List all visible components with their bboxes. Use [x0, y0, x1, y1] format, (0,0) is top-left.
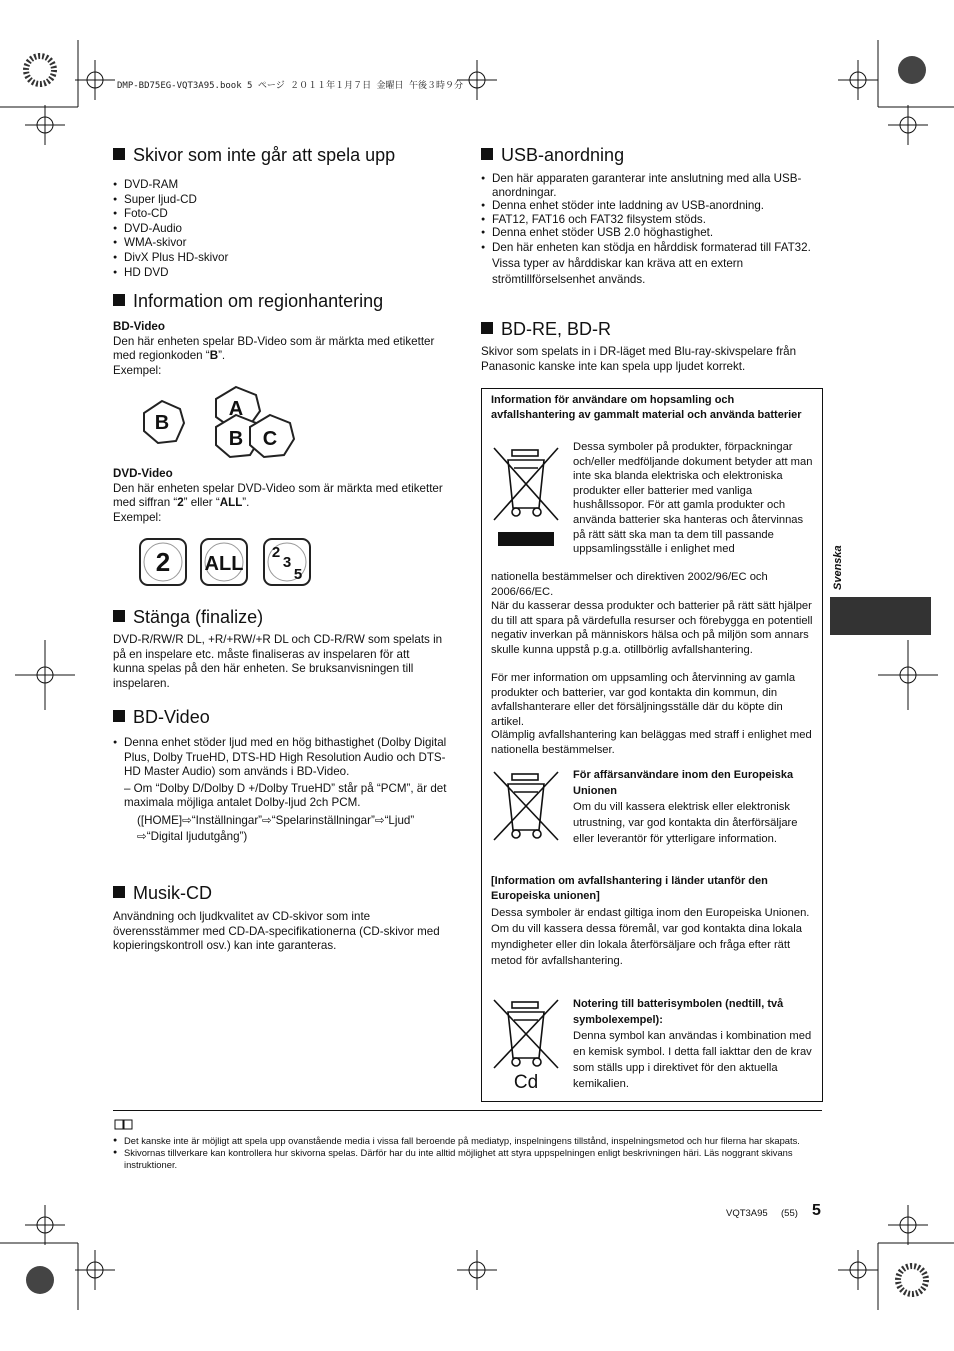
svg-text:B: B — [228, 428, 244, 450]
svg-text:ALL: ALL — [204, 553, 244, 575]
disposal-p2: När du kasserar dessa produkter och batterier på rätt sätt hjälper du till att spara på värdefulla resurser och förebygga en potentiell negativ inverkan på människors hälsa och på miljön som annars skulle kunna uppstå p.g.a. otillbörlig avfallshantering. — [491, 600, 813, 656]
dvd-region-icons — [138, 537, 314, 587]
footer-code: VQT3A95 — [726, 1208, 768, 1219]
bd-video-section — [113, 707, 448, 845]
bdre-section — [481, 319, 816, 374]
finalize-text: DVD-R/RW/R DL, +R/+RW/+R DL och CD-R/RW som spelats in på en inspelare etc. måste finaliseras av inspelaren för att kunna spelas på den här enheten. Se bruksanvisningen till inspelaren. — [113, 633, 443, 690]
list-item: ● Denna enhet stöder ljud med en hög bithastighet (Dolby Digital Plus, Dolby TrueHD, DTS-HD High Resolution Audio och DTS-HD Master Audio) som används i BD-Video. — [113, 736, 448, 780]
list-item: ● DivX Plus HD-skivor — [113, 251, 453, 266]
section-title-usb: USB-anordning — [481, 145, 811, 166]
bd-video-dash-b: ([HOME]⇨“Inställningar”⇨“Spelarinställningar”⇨“Ljud” ⇨“Digital ljudutgång”) — [137, 813, 415, 843]
side-tab-label-wrap — [832, 540, 848, 596]
svg-text:2: 2 — [271, 544, 281, 561]
square-bullet-icon — [481, 148, 493, 160]
crossed-bin-icon — [490, 442, 562, 552]
music-cd-section — [113, 883, 453, 954]
book-note-icon — [114, 1118, 134, 1130]
finalize-section — [113, 607, 443, 691]
battery-bin-icon — [490, 996, 562, 1094]
region-section — [113, 291, 453, 378]
square-bullet-icon — [113, 710, 125, 722]
disposal-heading: Information för användare om hopsamling och avfallshantering av gammalt material och använda batterier — [491, 394, 802, 421]
battery-heading: Notering till batterisymbolen (nedtill, två symbolexempel): — [573, 998, 784, 1026]
svg-text:3: 3 — [282, 554, 292, 571]
disposal-p1-cont: nationella bestämmelser och direktiven 2002/96/EC och 2006/66/EC. — [491, 571, 768, 598]
bd-example-label: Exempel: — [113, 363, 162, 377]
side-tab-block — [830, 597, 931, 635]
bd-region-icons — [140, 385, 295, 465]
notes-divider — [113, 1110, 822, 1111]
bd-video-dash-a: – Om “Dolby D/Dolby D +/Dolby TrueHD” står på “PCM”, är det maximala möjliga antalet Dolby-ljud 2ch PCM. — [124, 781, 447, 810]
list-item: ● DVD-RAM — [113, 178, 453, 193]
section-title-finalize: Stänga (finalize) — [113, 607, 443, 628]
disposal-p3: För mer information om uppsamling och återvinning av gamla produkter och batterier, var god kontakta din kommun, din avfallshanterare eller det försäljningsställe där du köpte din artikel. — [491, 672, 796, 728]
bd-video-list — [113, 736, 448, 780]
section-title-region: Information om regionhantering — [113, 291, 453, 312]
music-cd-text: Användning och ljudkvalitet av CD-skivor som inte överensstämmer med CD-DA-specifikationerna (CD-skivor med kopieringskontroll osv.) kan inte garanteras. — [113, 910, 440, 953]
outside-eu-heading: [Information om avfallshantering i länder utanför den Europeiska unionen] — [491, 875, 768, 902]
list-item: ● WMA-skivor — [113, 236, 453, 251]
left-column — [113, 145, 453, 280]
dvd-video-text: Den här enheten spelar DVD-Video som är märkta med etiketter med siffran “2” eller “ALL”. — [113, 481, 443, 510]
section-title-bd-video: BD-Video — [113, 707, 448, 728]
bd-video-text: Den här enheten spelar BD-Video som är märkta med etiketter med regionkoden “B”. — [113, 334, 435, 363]
bd-video-label: BD-Video — [113, 320, 165, 333]
section-title-unplayable: Skivor som inte går att spela upp — [113, 145, 453, 166]
note-item: ● Skivornas tillverkare kan kontrollera hur skivorna spelas. Därför har du inte alltid möjlighet att styra uppspelningen enligt beskrivningen häri. Läs noggrant skivans instruktioner. — [113, 1147, 818, 1171]
square-bullet-icon — [113, 886, 125, 898]
unplayable-list — [113, 178, 453, 280]
dvd-video-label: DVD-Video — [113, 467, 173, 480]
business-heading: För affärsanvändare inom den Europeiska Unionen — [573, 769, 794, 797]
svg-text:B: B — [154, 412, 170, 434]
dvd-region-text — [113, 467, 453, 525]
print-header: DMP-BD75EG-VQT3A95.book 5 ページ ２０１１年１月７日 金曜日 午後３時９分 — [117, 81, 463, 91]
bdre-text: Skivor som spelats in i DR-läget med Blu-ray-skivspelare från Panasonic kanske inte kan spela upp ljudet korrekt. — [481, 345, 797, 373]
list-item: ● Den här enheten kan stödja en hårddisk formaterad till FAT32. — [481, 240, 811, 256]
svg-text:2: 2 — [155, 547, 171, 577]
list-item: ● Super ljud-CD — [113, 193, 453, 208]
usb-section — [481, 145, 811, 288]
square-bullet-icon — [113, 148, 125, 160]
section-title-music-cd: Musik-CD — [113, 883, 453, 904]
list-item: ● Den här apparaten garanterar inte anslutning med alla USB-anordningar. — [481, 172, 811, 199]
outside-eu-text: Dessa symboler är endast giltiga inom den Europeiska Unionen. Om du vill kassera dessa föremål, var god kontakta dina lokala myndigheter eller din lokala återförsäljare och fråga efter rätt metod för avfallshantering. — [491, 907, 810, 967]
usb-extra-text: Vissa typer av hårddiskar kan kräva att en extern strömtillförselsenhet används. — [492, 256, 744, 286]
disposal-p1-side: Dessa symboler på produkter, förpackningar och/eller medföljande dokument betyder att man inte ska blanda elektriska och elektroniska produkter eller batterier med vanliga hushållssopor. För att gamla produkter och använda batterier ska hanteras och återvinnas på rätt sätt ska man ta dem till passande uppsamlingsställe i enlighet med — [573, 441, 813, 556]
list-item: ● Foto-CD — [113, 207, 453, 222]
usb-list — [481, 172, 811, 256]
battery-text: Denna symbol kan användas i kombination med en kemisk symbol. I detta fall iakttar den de krav som ställs upp i direktivet för den aktuella kemikalien. — [573, 1030, 812, 1090]
side-tab-label: Svenska — [832, 545, 844, 590]
square-bullet-icon — [113, 294, 125, 306]
page-number: 5 — [812, 1202, 821, 1219]
disposal-info-box — [481, 388, 823, 1102]
business-text: Om du vill kassera elektrisk eller elektronisk utrustning, var god kontakta din återförsäljare eller leverantör för ytterligare information. — [573, 801, 798, 845]
svg-text:5: 5 — [293, 566, 303, 583]
svg-text:Cd: Cd — [513, 1072, 539, 1093]
svg-text:C: C — [262, 428, 278, 450]
list-item: ● FAT12, FAT16 och FAT32 filsystem stöds. — [481, 213, 811, 227]
square-bullet-icon — [113, 610, 125, 622]
footer-sub: (55) — [781, 1208, 798, 1219]
note-item: ● Det kanske inte är möjligt att spela upp ovanstående media i vissa fall beroende på mediatyp, inspelningens tillstånd, inspelningsmetod och hur filerna har skapats. — [113, 1135, 818, 1147]
list-item: ● Denna enhet stöder inte laddning av USB-anordning. — [481, 199, 811, 213]
section-title-bdre: BD-RE, BD-R — [481, 319, 816, 340]
notes-list — [113, 1135, 818, 1171]
dvd-example-label: Exempel: — [113, 510, 162, 524]
list-item: ● DVD-Audio — [113, 222, 453, 237]
square-bullet-icon — [481, 322, 493, 334]
list-item: ● HD DVD — [113, 266, 453, 281]
disposal-p4: Olämplig avfallshantering kan beläggas med straff i enlighet med nationella bestämmelser. — [491, 729, 812, 756]
crossed-bin-icon-business — [490, 768, 562, 844]
list-item: ● Denna enhet stöder USB 2.0 höghastighet. — [481, 226, 811, 240]
svg-text:A: A — [228, 398, 244, 420]
